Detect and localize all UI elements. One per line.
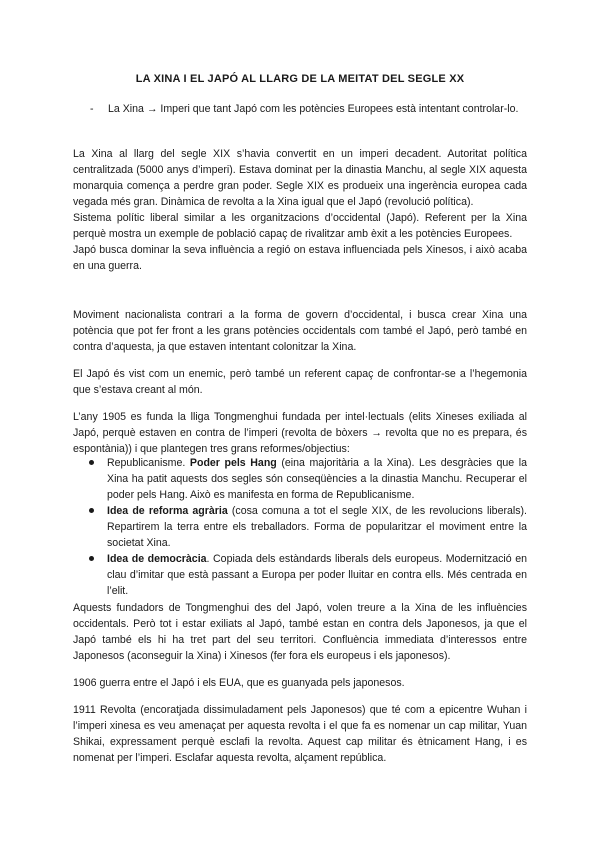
page-title: LA XINA I EL JAPÓ AL LLARG DE LA MEITAT DEL SEGLE XX — [135, 73, 465, 85]
paragraph-1-line-1: La Xina al llarg del segle XIX s’havia convertit en un imperi decadent. Autoritat política centralitzada (5000 anys d’imperi). Estava dominat per la dinastia Manchu, al segle XIX aquesta monarquia comença a perdre gran poder. Segle XIX es produeix una ingerència europea cada vegada més gran. Dinàmica de revolta a la Xina igual que el Japó (revolució política). — [73, 148, 527, 208]
paragraph-4: L’any 1905 es funda la lliga Tongmenghui fundada per intel·lectuals (elits Xineses exiliada al Japó, perquè estaven en contra de l’imperi (revolta de bòxers → revolta que no es prepara, és espontània)) i que plantegen tres grans reformes/objectius: — [73, 411, 527, 455]
paragraph-2: Moviment nacionalista contrari a la forma de govern d’occidental, i busca crear Xina una potència que pot fer front a les grans potències occidentals com també el Japó, però també en contra d’aquesta, ja que estaven intentant colonitzar la Xina. — [73, 309, 527, 353]
bullet-icon — [89, 556, 94, 561]
objectives-list — [73, 455, 527, 599]
paragraph-6: 1906 guerra entre el Japó i els EUA, que es guanyada pels japonesos. — [73, 677, 405, 689]
paragraph-1-line-3: Japó busca dominar la seva influència a regió on estava influenciada pels Xinesos, i això acaba en una guerra. — [73, 244, 527, 272]
bullet-icon — [89, 508, 94, 513]
objective-item: Idea de reforma agrària (cosa comuna a tot el segle XIX, de les revolucions liberals). Repartirem la terra entre els treballadors. Forma de popularitzar el moviment entre la societat Xina. — [73, 503, 527, 551]
intro-list-item — [90, 101, 526, 117]
paragraph-7: 1911 Revolta (encoratjada dissimuladament pels Japonesos) que té com a epicentre Wuhan i l’imperi xinesa es veu amenaçat per aquesta revolta i el que fa es nomenar un cap militar, Yuan Shikai, expressament perquè esclafi la revolta. Aquest cap militar és ètnicament Hang, i es nomenat per l’imperi. Esclafar aquesta revolta, alçament república. — [73, 704, 527, 764]
paragraph-1-line-2: Sistema polític liberal similar a les organitzacions d’occidental (Japó). Referent per la Xina perquè mostra un exemple de població capaç de rivalitzar amb èxit a les potències Europees. — [73, 212, 527, 240]
bullet-icon — [89, 460, 94, 465]
objective-item: Republicanisme. Poder pels Hang (eina majoritària a la Xina). Les desgràcies que la Xina ha patit aquests dos segles són conseqüències a la dinastia Manchu. Recuperar el poder pels Hang. Això es manifesta en forma de Republicanisme. — [73, 455, 527, 503]
paragraph-1 — [73, 146, 527, 274]
objective-item: Idea de democràcia. Copiada dels estàndards liberals dels europeus. Modernització en clau d’imitar que està passant a Europa per poder lluitar en contra ells. Més centrada en l’elit. — [73, 551, 527, 599]
paragraph-3: El Japó és vist com un enemic, però també un referent capaç de confrontar-se a l’hegemonia que s’estava creant al món. — [73, 368, 527, 396]
intro-text: La Xina → Imperi que tant Japó com les potències Europees està intentant controlar-lo. — [108, 103, 519, 115]
dash-marker: - — [90, 103, 94, 115]
paragraph-5: Aquests fundadors de Tongmenghui des del Japó, volen treure a la Xina de les influències occidentals. Però tot i estar exiliats al Japó, també estan en contra dels Japonesos, ja que el Japó també els hi ha tret part del seu territori. Confluència immediata d’interessos entre Japonesos (aconseguir la Xina) i Xinesos (fer fora els europeus i els japonesos). — [73, 602, 527, 662]
